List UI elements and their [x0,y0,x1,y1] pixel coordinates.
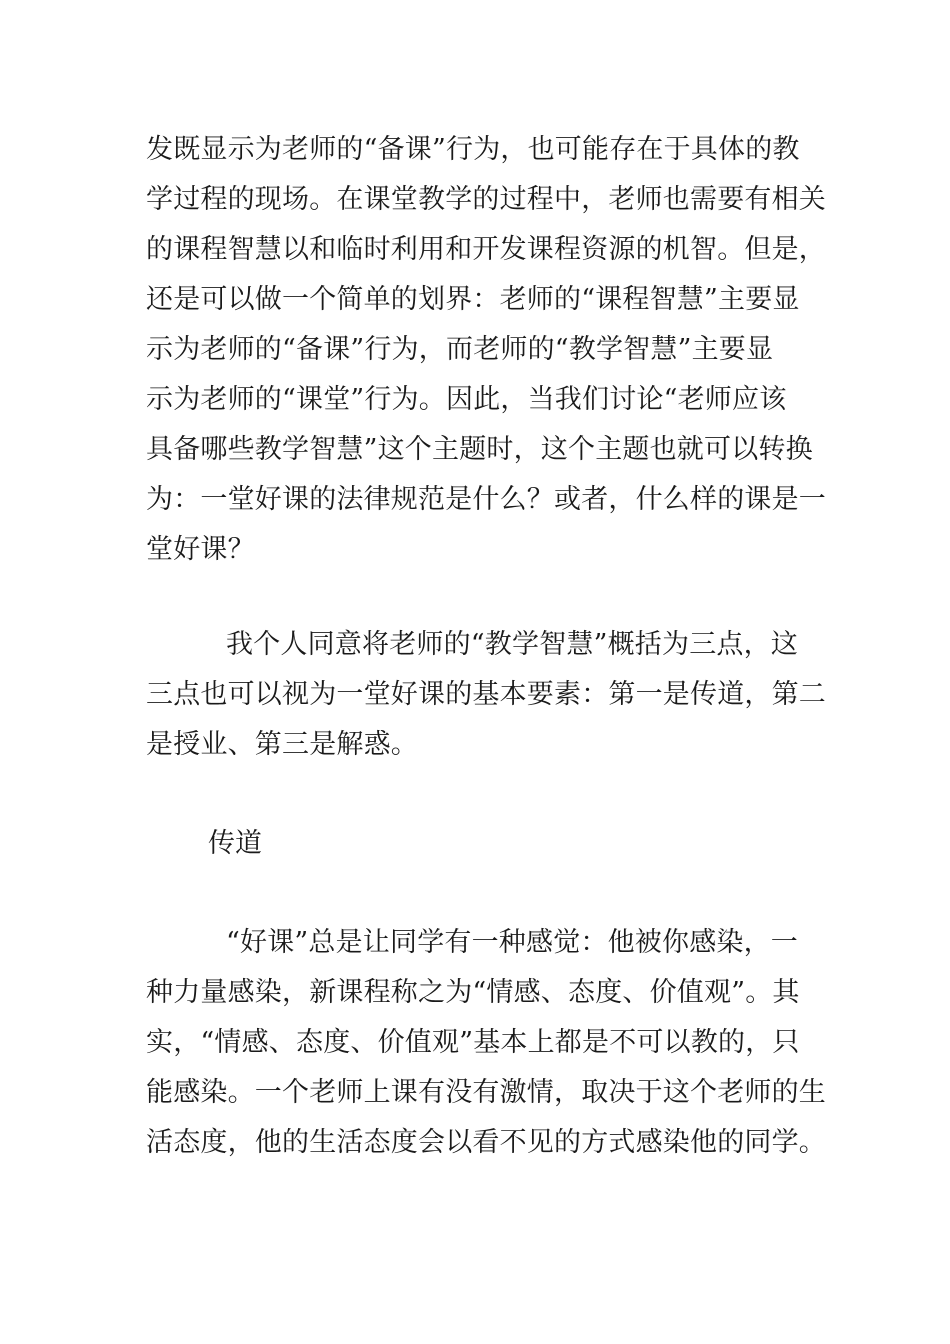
text-line: 三点也可以视为一堂好课的基本要素：第一是传道，第二 [146,679,826,710]
section-heading [146,819,808,869]
text-line: 学过程的现场。在课堂教学的过程中，老师也需要有相关 [146,184,826,215]
text-line: 发既显示为老师的“备课”行为，也可能存在于具体的教 [146,134,800,165]
text-line: 示为老师的“课堂”行为。因此，当我们讨论“老师应该 [146,384,787,415]
text-line: 示为老师的“备课”行为，而老师的“教学智慧”主要显 [146,334,774,365]
text-line: 堂好课？ [146,534,255,565]
text-line: 是授业、第三是解惑。 [146,729,418,760]
text-line: 能感染。一个老师上课有没有激情，取决于这个老师的生 [146,1077,826,1108]
text-line: 种力量感染，新课程称之为“情感、态度、价值观”。其 [146,977,800,1008]
text-line: “好课”总是让同学有一种感觉：他被你感染，一 [226,927,799,958]
heading-text: 传道 [208,828,262,859]
text-line: 实，“情感、态度、价值观”基本上都是不可以教的，只 [146,1027,800,1058]
text-line: 活态度，他的生活态度会以看不见的方式感染他的同学。 [146,1127,826,1158]
paragraph-continued [146,125,826,575]
text-line: 具备哪些教学智慧”这个主题时，这个主题也就可以转换 [146,434,813,465]
text-line: 为：一堂好课的法律规范是什么？或者，什么样的课是一 [146,484,826,515]
text-line: 的课程智慧以和临时利用和开发课程资源的机智。但是， [146,234,826,265]
text-line: 还是可以做一个简单的划界：老师的“课程智慧”主要显 [146,284,800,315]
paragraph-good-lesson [146,918,826,1168]
text-line: 我个人同意将老师的“教学智慧”概括为三点，这 [226,629,799,660]
paragraph-three-points [146,620,826,770]
